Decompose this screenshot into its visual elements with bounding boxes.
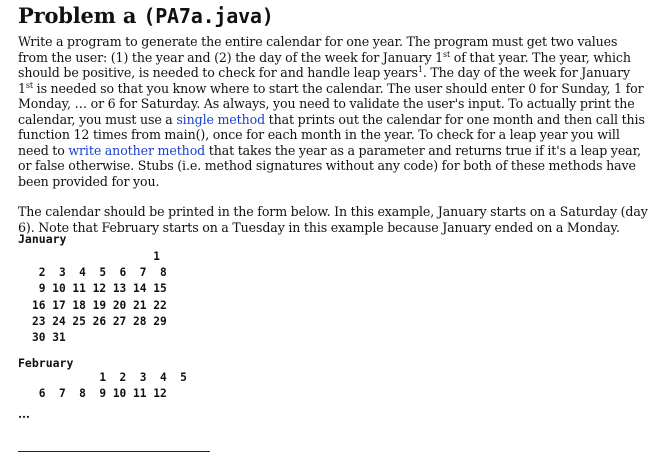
calendar-row: 6 7 8 9 10 11 12 xyxy=(32,387,167,401)
para-text-5: that prints out the calendar for one month and then call this function 12 times from main(), once for each month in the year. To check for a leap year you will need to xyxy=(18,111,645,158)
single-method-link[interactable]: single method xyxy=(176,111,266,127)
footnote-marker[interactable]: 1 xyxy=(417,64,423,74)
continuation-ellipsis: … xyxy=(18,407,30,421)
write-another-method-link[interactable]: write another method xyxy=(68,142,206,158)
para-text-4: is needed so that you know where to start the calendar. The user should enter 0 for Sunday, 1 for Monday, … or 6 for Saturday. As always, you need to validate the user's input. To actually print the calendar, you must use a xyxy=(18,80,644,127)
title-filename: (PA7a.java) xyxy=(143,4,274,28)
calendar-row: 30 31 xyxy=(32,331,66,345)
superscript-st: st xyxy=(443,49,451,59)
title-text: Problem a xyxy=(18,3,137,28)
january-days xyxy=(32,249,167,346)
footnote-separator xyxy=(18,451,210,452)
february-days xyxy=(32,370,187,402)
para-text-3: . The day of the week for January 1 xyxy=(18,65,631,96)
instructions-paragraph xyxy=(18,34,648,189)
calendar-row: 9 10 11 12 13 14 15 xyxy=(32,282,167,296)
para-text-1: Write a program to generate the entire calendar for one year. The program must get two values from the user: (1) the year and (2) the day of the week for January 1 xyxy=(18,34,618,65)
month-label-february: February xyxy=(18,356,74,370)
calendar-row: 2 3 4 5 6 7 8 xyxy=(32,266,167,280)
calendar-row: 23 24 25 26 27 28 29 xyxy=(32,314,167,328)
february-calendar xyxy=(18,356,187,402)
document-page xyxy=(18,2,648,235)
calendar-row: 16 17 18 19 20 21 22 xyxy=(32,298,167,312)
para-text-2: of that year. The year, which should be positive, is needed to check for and handle leap years xyxy=(18,49,631,80)
superscript-st: st xyxy=(25,80,34,90)
para-text-6: that takes the year as a parameter and returns true if it's a leap year, or false otherwise. Stubs (i.e. method signatures without any code) for both of these methods have been provided for you. xyxy=(18,142,642,189)
month-label-january: January xyxy=(18,232,67,246)
january-calendar xyxy=(18,232,167,346)
calendar-row: 1 2 3 4 5 xyxy=(32,371,187,384)
calendar-row: 1 xyxy=(32,250,160,263)
page-title xyxy=(18,2,648,30)
calendar-format-paragraph: The calendar should be printed in the form below. In this example, January starts on a Saturday (day 6). Note that February starts on a Tuesday in this example because January ended on a Monday. xyxy=(18,204,648,235)
